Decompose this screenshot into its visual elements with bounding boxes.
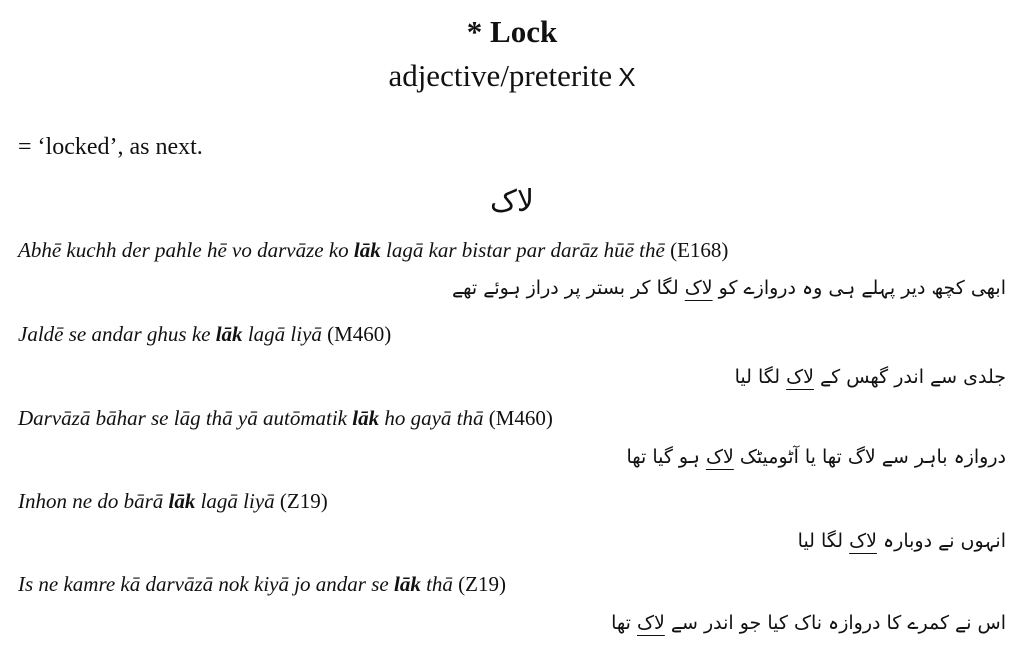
- example-transliteration: [18, 322, 391, 347]
- example-source: (M460): [483, 406, 553, 430]
- example-urdu-text: ہو گیا تھا: [626, 446, 706, 468]
- usage-mark: X: [618, 62, 636, 92]
- example-source: (E168): [664, 238, 729, 262]
- example-urdu-headword: لاک: [684, 277, 713, 299]
- example-source: (M460): [321, 322, 392, 346]
- example-transliteration: [18, 406, 553, 431]
- example-urdu: [798, 530, 1006, 552]
- example-urdu: [611, 612, 1006, 634]
- example-urdu-text: ابھی کچھ دیر پہلے ہی وہ دروازے کو: [712, 277, 1006, 299]
- urdu-headword: لاک: [490, 184, 534, 219]
- example-urdu-text: تھا: [611, 612, 637, 634]
- example-transliteration: [18, 489, 328, 514]
- example-urdu-headword: لاک: [849, 530, 877, 552]
- example-headword: lāk: [353, 238, 381, 262]
- example-urdu-text: اس نے کمرے کا دروازہ ناک کیا جو اندر سے: [664, 612, 1006, 634]
- example-urdu: [626, 446, 1006, 468]
- example-text: Darvāzā bāhar se lāg thā yā autōmatik: [18, 406, 353, 430]
- example-text: Is ne kamre kā darvāzā nok kiyā jo andar se: [18, 572, 394, 596]
- part-of-speech-line: [0, 58, 1024, 94]
- example-headword: lāk: [168, 489, 196, 513]
- part-of-speech: adjective/preterite: [388, 58, 613, 93]
- example-text: lagā liyā: [242, 322, 322, 346]
- example-text: thā: [420, 572, 453, 596]
- example-text: ho gayā thā: [379, 406, 484, 430]
- example-urdu-headword: لاک: [786, 366, 814, 388]
- example-text: lagā kar bistar par darāz hūē thē: [380, 238, 665, 262]
- entry-title: * Lock: [466, 14, 558, 49]
- example-headword: lāk: [215, 322, 243, 346]
- example-urdu-text: لگا کر بستر پر دراز ہوئے تھے: [452, 277, 685, 299]
- example-text: Jaldē se andar ghus ke: [18, 322, 216, 346]
- example-urdu: [735, 366, 1006, 388]
- example-source: (Z19): [452, 572, 506, 596]
- example-urdu-text: لگا لیا: [797, 530, 850, 552]
- example-urdu: [452, 277, 1006, 299]
- example-urdu-text: جلدی سے اندر گھس کے: [813, 366, 1006, 388]
- example-transliteration: [18, 238, 728, 263]
- example-urdu-text: لگا لیا: [734, 366, 787, 388]
- example-text: Abhē kuchh der pahle hē vo darvāze ko: [18, 238, 354, 262]
- example-urdu-text: دروازہ باہر سے لاگ تھا یا آٹومیٹک: [733, 446, 1006, 468]
- example-transliteration: [18, 572, 506, 597]
- example-headword: lāk: [393, 572, 421, 596]
- definition: = ‘locked’, as next.: [18, 134, 203, 160]
- example-text: lagā liyā: [195, 489, 275, 513]
- example-urdu-headword: لاک: [637, 612, 665, 634]
- example-source: (Z19): [274, 489, 328, 513]
- example-text: Inhon ne do bārā: [18, 489, 169, 513]
- example-urdu-text: انہوں نے دوبارہ: [876, 530, 1006, 552]
- example-headword: lāk: [352, 406, 380, 430]
- example-urdu-headword: لاک: [705, 446, 734, 468]
